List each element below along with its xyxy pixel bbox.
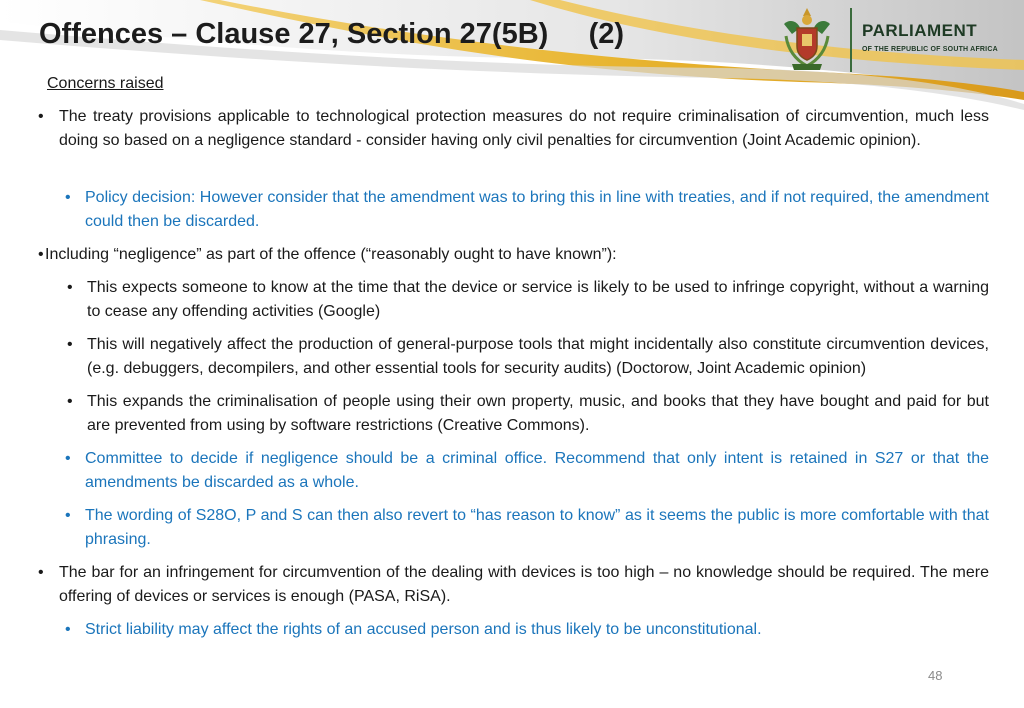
bullet-text: Strict liability may affect the rights of an accused person and is thus likely to be unconstitutional.	[85, 621, 762, 638]
coat-of-arms-icon	[778, 6, 836, 72]
bullet-item	[65, 618, 989, 642]
bullet-text: This expands the criminalisation of people using their own property, music, and books that they have bought and paid for but are prevented from using by software restrictions (Creative Commons).	[87, 393, 989, 434]
bullet-marker: •	[38, 108, 44, 125]
bullet-text: Committee to decide if negligence should be a criminal office. Recommend that only intent is retained in S27 or that the amendments be discarded as a whole.	[85, 450, 989, 491]
bullet-marker: •	[65, 450, 71, 467]
bullet-marker: •	[67, 279, 73, 296]
bullet-text: The treaty provisions applicable to technological protection measures do not require criminalisation of circumvention, much less doing so based on a negligence standard - consider having only civil penalties for circumvention (Joint Academic opinion).	[59, 108, 989, 149]
logo-name: PARLIAMENT	[862, 21, 978, 40]
slide-title: Offences – Clause 27, Section 27(5B) (2)	[39, 18, 625, 50]
bullet-text: Policy decision: However consider that the amendment was to bring this in line with treaties, and if not required, the amendment could then be discarded.	[85, 189, 989, 230]
bullet-item	[65, 186, 989, 234]
bullet-marker: •	[65, 621, 71, 638]
bullet-text: This expects someone to know at the time that the device or service is likely to be used to infringe copyright, without a warning to cease any offending activities (Google)	[87, 279, 989, 320]
bullet-text: The wording of S28O, P and S can then also revert to “has reason to know” as it seems the public is more comfortable with that phrasing.	[85, 507, 989, 548]
bullet-marker: •	[67, 393, 73, 410]
bullet-item	[67, 276, 989, 324]
bullet-marker: •	[38, 564, 44, 581]
bullet-item	[38, 105, 989, 153]
bullet-marker: •	[65, 189, 71, 206]
logo-subtitle: OF THE REPUBLIC OF SOUTH AFRICA	[862, 46, 998, 53]
bullet-item	[38, 243, 989, 267]
subheading: Concerns raised	[47, 75, 164, 92]
bullet-item	[67, 390, 989, 438]
bullet-text: This will negatively affect the production of general-purpose tools that might incidentally also constitute circumvention devices, (e.g. debuggers, decompilers, and other essential tools for security audits) (Doctorow, Joint Academic opinion)	[87, 336, 989, 377]
bullet-item	[67, 333, 989, 381]
bullet-text: The bar for an infringement for circumvention of the dealing with devices is too high – no knowledge should be required. The mere offering of devices or services is enough (PASA, RiSA).	[59, 564, 989, 605]
bullet-marker: •	[67, 336, 73, 353]
bullet-item	[38, 561, 989, 609]
page-number: 48	[928, 668, 943, 683]
logo-divider	[850, 8, 852, 72]
bullet-marker: •	[38, 246, 44, 263]
parliament-logo	[778, 6, 1018, 72]
bullet-marker: •	[65, 507, 71, 524]
bullet-item	[65, 504, 989, 552]
bullet-item	[65, 447, 989, 495]
bullet-text: Including “negligence” as part of the offence (“reasonably ought to have known”):	[45, 246, 617, 263]
